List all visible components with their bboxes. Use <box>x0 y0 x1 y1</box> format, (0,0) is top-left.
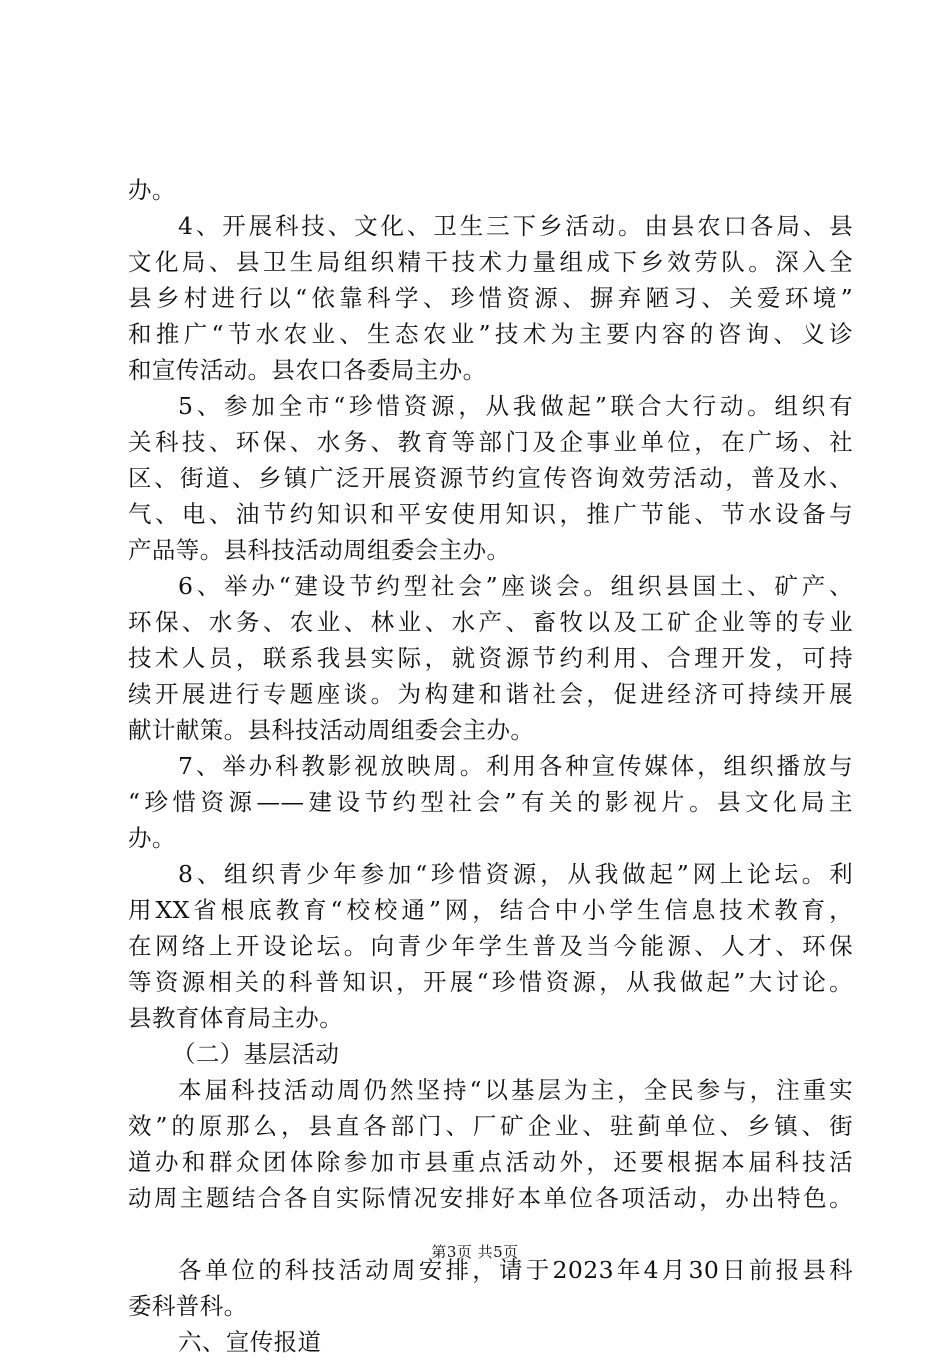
text-line: 6、举办“建设节约型社会”座谈会。组织县国土、矿产、 <box>178 572 853 600</box>
text-line: 县乡村进行以“依靠科学、珍惜资源、摒弃陋习、关爱环境” <box>128 284 853 312</box>
text-line: 县教育体育局主办。 <box>128 1004 344 1032</box>
text-line: 办。 <box>128 824 176 852</box>
text-line: 等资源相关的科普知识，开展“珍惜资源，从我做起”大讨论。 <box>128 968 853 996</box>
text-line: 委科普科。 <box>128 1292 248 1320</box>
text-line: 动周主题结合各自实际情况安排好本单位各项活动，办出特色。 <box>128 1184 853 1212</box>
section-heading: （二）基层活动 <box>172 1040 340 1068</box>
text-line: 7、举办科教影视放映周。利用各种宣传媒体，组织播放与 <box>178 752 853 780</box>
text-line: 在网络上开设论坛。向青少年学生普及当今能源、人才、环保 <box>128 932 853 960</box>
text-line: 4、开展科技、文化、卫生三下乡活动。由县农口各局、县 <box>178 212 853 240</box>
text-line: 续开展进行专题座谈。为构建和谐社会，促进经济可持续开展 <box>128 680 853 708</box>
document-body <box>128 172 853 1360</box>
text-line: 技术人员，联系我县实际，就资源节约利用、合理开发，可持 <box>128 644 853 672</box>
text-line: 产品等。县科技活动周组委会主办。 <box>128 536 511 564</box>
text-line: 各单位的科技活动周安排，请于2023年4月30日前报县科 <box>178 1256 853 1284</box>
page-number: 第3页 共5页 <box>431 1243 519 1261</box>
text-line: 效”的原那么，县直各部门、厂矿企业、驻蓟单位、乡镇、街 <box>128 1112 853 1140</box>
text-line: “珍惜资源——建设节约型社会”有关的影视片。县文化局主 <box>128 788 853 816</box>
text-line: 关科技、环保、水务、教育等部门及企事业单位，在广场、社 <box>128 428 853 456</box>
text-line: 和推广“节水农业、生态农业”技术为主要内容的咨询、义诊 <box>128 320 853 348</box>
text-line: 环保、水务、农业、林业、水产、畜牧以及工矿企业等的专业 <box>128 608 853 636</box>
text-line: 献计献策。县科技活动周组委会主办。 <box>128 716 535 744</box>
text-line: 文化局、县卫生局组织精干技术力量组成下乡效劳队。深入全 <box>128 248 853 276</box>
text-line: 办。 <box>128 176 176 204</box>
section-heading: 六、宣传报道 <box>178 1328 322 1356</box>
text-line: 用XX省根底教育“校校通”网，结合中小学生信息技术教育， <box>128 896 853 924</box>
text-line: 本届科技活动周仍然坚持“以基层为主，全民参与，注重实 <box>178 1076 853 1104</box>
text-line: 气、电、油节约知识和平安使用知识，推广节能、节水设备与 <box>128 500 853 528</box>
text-line: 8、组织青少年参加“珍惜资源，从我做起”网上论坛。利 <box>178 860 853 888</box>
text-line: 区、街道、乡镇广泛开展资源节约宣传咨询效劳活动，普及水、 <box>128 464 853 492</box>
text-line: 道办和群众团体除参加市县重点活动外，还要根据本届科技活 <box>128 1148 853 1176</box>
text-line: 5、参加全市“珍惜资源，从我做起”联合大行动。组织有 <box>178 392 853 420</box>
text-line: 和宣传活动。县农口各委局主办。 <box>128 356 487 384</box>
